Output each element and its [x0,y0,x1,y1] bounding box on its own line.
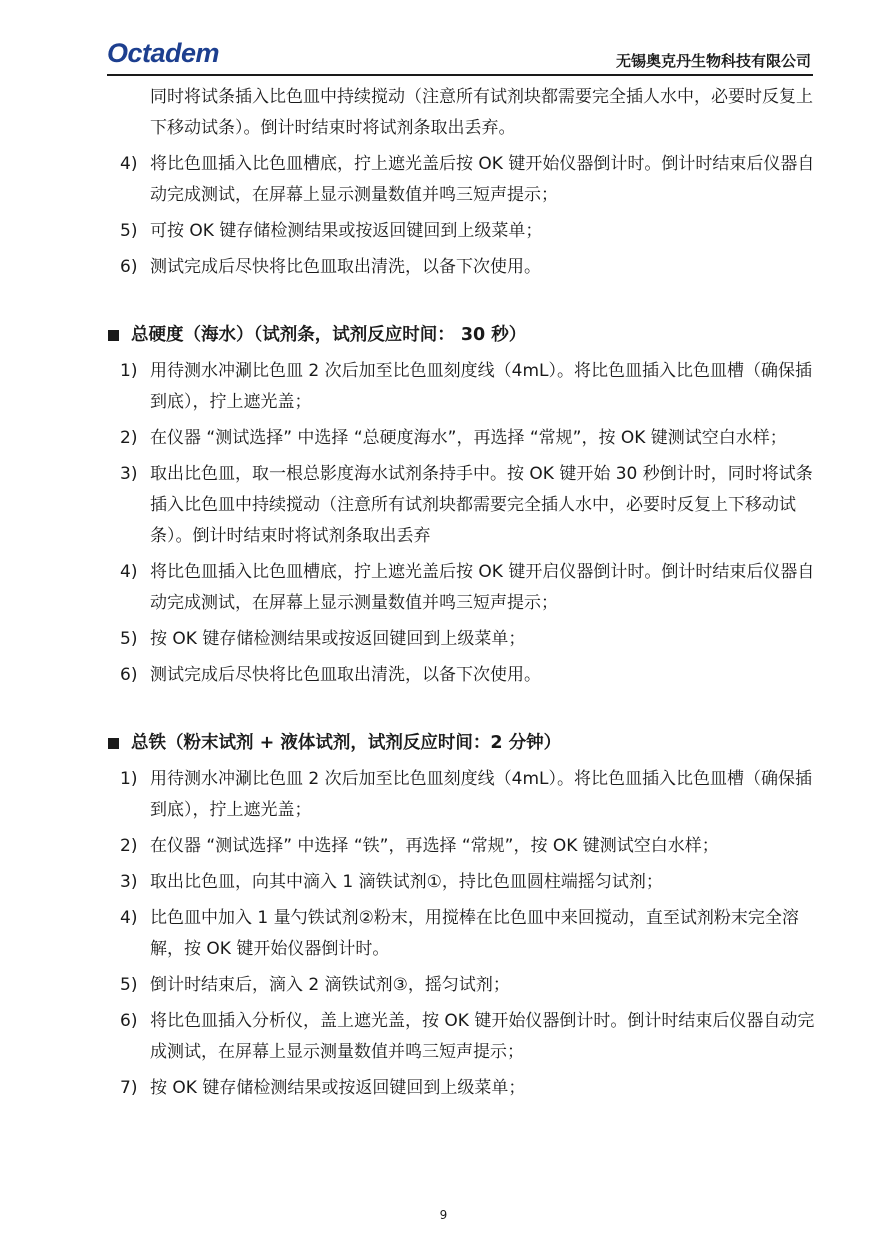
item-text: 测试完成后尽快将比色皿取出清洗，以备下次使用。 [150,665,541,685]
list-item [120,1006,820,1068]
page-number: 9 [439,1208,448,1222]
list-item [120,557,820,619]
item-number: 4) [120,562,138,582]
list-item [120,149,820,211]
section-heading-total-iron [108,728,820,759]
item-text: 在仪器 “测试选择” 中选择 “总硬度海水”，再选择 “常规”，按 OK 键测试空白水样； [150,428,787,448]
item-text: 可按 OK 键存储检测结果或按返回键回到上级菜单； [150,221,543,241]
item-text: 按 OK 键存储检测结果或按返回键回到上级菜单； [150,629,526,649]
list-item [120,831,820,862]
item-number: 6) [120,1011,138,1031]
item-text: 用待测水冲涮比色皿 2 次后加至比色皿刻度线（4mL）。将比色皿插入比色皿槽（确保插到底），拧上遮光盖； [150,361,812,412]
list-item [120,423,820,454]
item-text: 将比色皿插入比色皿槽底，拧上遮光盖后按 OK 键开始仪器倒计时。倒计时结束后仪器自动完成测试，在屏幕上显示测量数值并鸣三短声提示； [150,154,815,205]
item-text: 取出比色皿，向其中滴入 1 滴铁试剂①，持比色皿圆柱端摇匀试剂； [150,872,663,892]
item-text: 按 OK 键存储检测结果或按返回键回到上级菜单； [150,1078,526,1098]
list-item [120,867,820,898]
item-number: 5) [120,221,138,241]
document-body [120,82,820,1104]
total-iron-steps [120,764,820,1104]
list-item [120,660,820,691]
list-item [120,459,820,552]
item-number: 3) [120,464,138,484]
total-hardness-steps [120,356,820,691]
item-number: 7) [120,1078,138,1098]
item-number: 4) [120,908,138,928]
continuation-list [120,149,820,283]
item-number: 1) [120,769,138,789]
list-item [120,624,820,655]
item-text: 取出比色皿，取一根总影度海水试剂条持手中。按 OK 键开始 30 秒倒计时，同时将试条插入比色皿中持续搅动（注意所有试剂块都需要完全插人水中，必要时反复上下移动试条）。倒计时结束时将试剂条取出丢弃 [150,464,813,546]
item-number: 5) [120,975,138,995]
item-text: 倒计时结束后，滴入 2 滴铁试剂③，摇匀试剂； [150,975,510,995]
company-logo: Octadem [107,38,220,68]
item-text: 在仪器 “测试选择” 中选择 “铁”，再选择 “常规”，按 OK 键测试空白水样； [150,836,719,856]
section-title: 总硬度（海水）（试剂条，试剂反应时间： 30 秒） [131,325,527,345]
item-text: 测试完成后尽快将比色皿取出清洗，以备下次使用。 [150,257,541,277]
item-text: 将比色皿插入比色皿槽底，拧上遮光盖后按 OK 键开启仪器倒计时。倒计时结束后仪器自动完成测试，在屏幕上显示测量数值并鸣三短声提示； [150,562,815,613]
continuation-text: 同时将试条插入比色皿中持续搅动（注意所有试剂块都需要完全插人水中，必要时反复上下移动试条）。倒计时结束时将试剂条取出丢弃。 [150,87,813,138]
item-text: 将比色皿插入分析仪，盖上遮光盖，按 OK 键开始仪器倒计时。倒计时结束后仪器自动完成测试，在屏幕上显示测量数值并鸣三短声提示； [150,1011,815,1062]
square-bullet-icon [108,738,119,749]
list-item [120,216,820,247]
list-item [120,764,820,826]
item-number: 4) [120,154,138,174]
section-title: 总铁（粉末试剂 + 液体试剂，试剂反应时间：2 分钟） [131,733,562,753]
item-number: 2) [120,428,138,448]
list-item [120,970,820,1001]
item-number: 1) [120,361,138,381]
page-header [107,40,813,76]
list-item [120,903,820,965]
item-number: 6) [120,257,138,277]
list-item [120,252,820,283]
square-bullet-icon [108,330,119,341]
item-number: 6) [120,665,138,685]
section-heading-total-hardness [108,320,820,351]
item-number: 5) [120,629,138,649]
item-number: 2) [120,836,138,856]
list-item [120,1073,820,1104]
list-item [120,356,820,418]
company-name: 无锡奥克丹生物科技有限公司 [615,52,811,70]
item-text: 用待测水冲涮比色皿 2 次后加至比色皿刻度线（4mL）。将比色皿插入比色皿槽（确保插到底），拧上遮光盖； [150,769,812,820]
item-number: 3) [120,872,138,892]
item-text: 比色皿中加入 1 量勺铁试剂②粉末，用搅棒在比色皿中来回搅动，直至试剂粉末完全溶解，按 OK 键开始仪器倒计时。 [150,908,799,959]
